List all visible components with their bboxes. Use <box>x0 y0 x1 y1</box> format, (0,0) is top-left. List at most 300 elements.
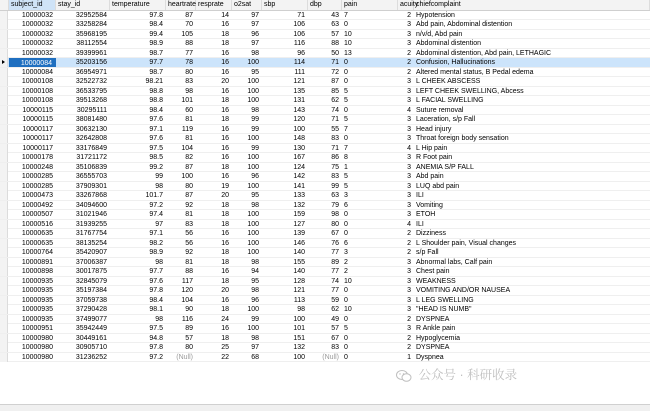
cell-dbp[interactable]: 71 <box>331 144 339 152</box>
cell-sbp[interactable]: 142 <box>293 173 305 180</box>
table-row[interactable] <box>0 220 650 230</box>
cell-heartrate[interactable]: 105 <box>181 30 193 38</box>
cell-dbp[interactable]: 85 <box>331 87 339 95</box>
cell-sbp[interactable]: 113 <box>293 296 305 304</box>
cell-temperature[interactable]: 99.4 <box>149 30 163 38</box>
cell-dbp[interactable]: 76 <box>331 239 339 247</box>
cell-resprate[interactable]: 18 <box>221 116 229 123</box>
cell-o2sat[interactable]: 96 <box>251 30 259 38</box>
cell-stay-id[interactable]: 35942449 <box>75 325 107 332</box>
cell-chiefcomplaint[interactable]: L CHEEK ABSCESS <box>416 78 481 85</box>
cell-sbp[interactable]: 140 <box>293 268 305 275</box>
cell-chiefcomplaint[interactable]: Abdominal distention, Abd pain, LETHAGIC <box>416 49 552 57</box>
cell-resprate[interactable]: 16 <box>221 135 229 142</box>
cell-heartrate[interactable]: 81 <box>185 258 193 266</box>
cell-o2sat[interactable]: 100 <box>247 230 259 237</box>
cell-subject-id[interactable]: 10000108 <box>21 87 53 95</box>
cell-o2sat[interactable]: 100 <box>247 163 259 171</box>
cell-dbp[interactable]: 49 <box>331 315 339 323</box>
table-row[interactable] <box>0 248 650 258</box>
column-header-temperature[interactable]: temperature <box>110 0 166 10</box>
table-row[interactable] <box>0 144 650 154</box>
cell-sbp[interactable]: 159 <box>293 211 305 218</box>
cell-temperature[interactable]: 98.9 <box>149 40 163 47</box>
cell-resprate[interactable]: 18 <box>221 30 229 38</box>
cell-acuity[interactable]: 3 <box>407 40 411 47</box>
cell-acuity[interactable]: 4 <box>407 144 411 152</box>
cell-sbp[interactable]: 100 <box>293 315 305 323</box>
cell-stay-id[interactable]: 35203156 <box>75 59 107 66</box>
cell-resprate[interactable]: 18 <box>221 220 229 228</box>
cell-dbp[interactable]: 63 <box>331 21 339 28</box>
cell-heartrate[interactable]: 78 <box>185 59 193 66</box>
cell-dbp[interactable]: 75 <box>331 163 339 171</box>
row-selector[interactable] <box>0 267 8 276</box>
cell-heartrate[interactable]: 117 <box>181 277 193 285</box>
cell-temperature[interactable]: 97.6 <box>149 116 163 123</box>
table-row[interactable] <box>0 191 650 201</box>
cell-pain[interactable]: 0 <box>344 344 348 351</box>
cell-sbp[interactable]: 143 <box>293 106 305 114</box>
cell-resprate[interactable]: 20 <box>221 192 229 199</box>
cell-acuity[interactable]: 3 <box>407 116 411 123</box>
cell-subject-id[interactable]: 10000935 <box>21 315 53 323</box>
column-header-subject-id[interactable]: subject_id <box>9 0 56 10</box>
table-row[interactable] <box>0 277 650 287</box>
table-row[interactable] <box>0 77 650 87</box>
row-selector[interactable] <box>0 334 8 343</box>
column-header-sbp[interactable]: sbp <box>262 0 308 10</box>
table-row[interactable] <box>0 296 650 306</box>
cell-stay-id[interactable]: 31939255 <box>75 220 107 228</box>
cell-heartrate[interactable]: 98 <box>185 87 193 95</box>
cell-stay-id[interactable]: 36555703 <box>75 173 107 180</box>
cell-pain[interactable]: 0 <box>344 135 348 142</box>
row-selector[interactable] <box>0 182 8 191</box>
cell-o2sat[interactable]: 98 <box>251 49 259 57</box>
table-row[interactable] <box>0 267 650 277</box>
cell-pain[interactable]: 6 <box>344 201 348 209</box>
cell-sbp[interactable]: 139 <box>293 230 305 237</box>
cell-dbp[interactable]: 67 <box>331 334 339 342</box>
cell-stay-id[interactable]: 38081480 <box>75 116 107 123</box>
row-selector[interactable] <box>0 58 8 67</box>
cell-dbp[interactable]: 57 <box>331 30 339 38</box>
cell-subject-id[interactable]: 10000935 <box>21 296 53 304</box>
cell-heartrate[interactable]: 83 <box>185 220 193 228</box>
cell-temperature[interactable]: 97.1 <box>149 125 163 133</box>
cell-subject-id[interactable]: 10000285 <box>21 173 53 180</box>
cell-heartrate[interactable]: 70 <box>185 21 193 28</box>
cell-temperature[interactable]: 97.2 <box>149 353 163 361</box>
cell-heartrate[interactable]: 81 <box>185 211 193 218</box>
cell-subject-id[interactable]: 10000635 <box>21 230 53 237</box>
cell-heartrate[interactable]: 60 <box>185 106 193 114</box>
cell-dbp[interactable]: 83 <box>331 344 339 351</box>
cell-pain[interactable]: 10 <box>344 277 352 285</box>
cell-subject-id[interactable]: 10000108 <box>21 78 53 85</box>
row-selector[interactable] <box>0 239 8 248</box>
cell-acuity[interactable]: 3 <box>407 21 411 28</box>
cell-stay-id[interactable]: 35197384 <box>75 287 107 294</box>
column-header-pain[interactable]: pain <box>342 0 398 10</box>
cell-subject-id[interactable]: 10000032 <box>21 40 53 47</box>
cell-chiefcomplaint[interactable]: R Ankle pain <box>416 325 456 332</box>
cell-subject-id[interactable]: 10000032 <box>21 49 53 57</box>
cell-subject-id[interactable]: 10000473 <box>21 192 53 199</box>
cell-resprate[interactable]: 24 <box>221 315 229 323</box>
cell-chiefcomplaint[interactable]: VOMITING AND/OR NAUSEA <box>416 287 511 294</box>
cell-temperature[interactable]: 97.7 <box>149 59 163 66</box>
row-selector[interactable] <box>0 125 8 134</box>
cell-sbp[interactable]: 151 <box>293 334 305 342</box>
cell-sbp[interactable]: 71 <box>297 11 305 19</box>
cell-acuity[interactable]: 2 <box>407 344 411 351</box>
cell-temperature[interactable]: 98 <box>155 258 163 266</box>
cell-heartrate[interactable]: 81 <box>185 116 193 123</box>
cell-chiefcomplaint[interactable]: LUQ abd pain <box>416 182 460 190</box>
cell-stay-id[interactable]: 30449161 <box>75 334 107 342</box>
cell-dbp[interactable]: 62 <box>331 306 339 313</box>
cell-acuity[interactable]: 2 <box>407 59 411 66</box>
cell-dbp[interactable]: 79 <box>331 201 339 209</box>
cell-temperature[interactable]: 98.4 <box>149 296 163 304</box>
cell-sbp[interactable]: 120 <box>293 116 305 123</box>
row-selector[interactable] <box>0 296 8 305</box>
row-selector[interactable] <box>0 229 8 238</box>
cell-stay-id[interactable]: 37290428 <box>75 306 107 313</box>
cell-resprate[interactable]: 18 <box>221 211 229 218</box>
row-selector[interactable] <box>0 39 8 48</box>
cell-chiefcomplaint[interactable]: Throat foreign body sensation <box>416 135 509 142</box>
cell-heartrate[interactable]: 77 <box>185 49 193 57</box>
cell-resprate[interactable]: 16 <box>221 68 229 76</box>
cell-sbp[interactable]: 132 <box>293 344 305 351</box>
cell-stay-id[interactable]: 36533795 <box>75 87 107 95</box>
cell-o2sat[interactable]: 97 <box>251 40 259 47</box>
cell-acuity[interactable]: 3 <box>407 78 411 85</box>
cell-acuity[interactable]: 3 <box>407 201 411 209</box>
cell-stay-id[interactable]: 31236252 <box>75 353 107 361</box>
cell-heartrate[interactable]: 119 <box>181 125 193 133</box>
cell-sbp[interactable]: 131 <box>293 97 305 104</box>
cell-chiefcomplaint[interactable]: WEAKNESS <box>416 277 456 285</box>
cell-pain[interactable]: 8 <box>344 154 348 161</box>
cell-resprate[interactable]: 16 <box>221 230 229 237</box>
cell-chiefcomplaint[interactable]: ETOH <box>416 211 436 218</box>
cell-resprate[interactable]: 16 <box>221 87 229 95</box>
cell-dbp[interactable]: 63 <box>331 192 339 199</box>
cell-pain[interactable]: 7 <box>344 11 348 19</box>
cell-o2sat[interactable]: 98 <box>251 258 259 266</box>
cell-acuity[interactable]: 3 <box>407 87 411 95</box>
cell-subject-id[interactable]: 10000117 <box>22 144 53 152</box>
cell-chiefcomplaint[interactable]: ANEMIA S/P FALL <box>416 163 474 171</box>
cell-acuity[interactable]: 3 <box>407 182 411 190</box>
cell-resprate[interactable]: 16 <box>221 173 229 180</box>
cell-pain[interactable]: 6 <box>344 239 348 247</box>
row-selector[interactable] <box>0 172 8 181</box>
cell-acuity[interactable]: 2 <box>407 249 411 256</box>
cell-sbp[interactable]: 101 <box>293 325 305 332</box>
cell-o2sat[interactable]: 100 <box>247 249 259 256</box>
cell-subject-id[interactable]: 10000285 <box>21 182 53 190</box>
cell-sbp[interactable]: 130 <box>293 144 305 152</box>
cell-o2sat[interactable]: 100 <box>247 239 259 247</box>
cell-temperature[interactable]: 97.7 <box>149 268 163 275</box>
cell-stay-id[interactable]: 37499077 <box>75 315 107 323</box>
cell-subject-id[interactable]: 10000980 <box>21 344 53 351</box>
column-header-dbp[interactable]: dbp <box>308 0 342 10</box>
cell-dbp[interactable]: 77 <box>331 287 339 294</box>
table-row[interactable] <box>0 68 650 78</box>
table-row[interactable] <box>0 106 650 116</box>
cell-temperature[interactable]: 97.8 <box>149 287 163 294</box>
table-row[interactable] <box>0 87 650 97</box>
table-row[interactable] <box>0 210 650 220</box>
cell-temperature[interactable]: 98.4 <box>149 21 163 28</box>
cell-acuity[interactable]: 4 <box>407 220 411 228</box>
cell-dbp[interactable]: 89 <box>331 258 339 266</box>
cell-chiefcomplaint[interactable]: ILI <box>416 192 424 199</box>
cell-o2sat[interactable]: 100 <box>247 59 259 66</box>
cell-chiefcomplaint[interactable]: Abd pain <box>416 173 444 180</box>
cell-chiefcomplaint[interactable]: Abdominal distention <box>416 40 481 47</box>
cell-temperature[interactable]: 98.5 <box>149 154 163 161</box>
cell-heartrate[interactable]: (Null) <box>176 353 193 361</box>
table-row[interactable] <box>0 96 650 106</box>
cell-stay-id[interactable]: 37006387 <box>75 258 107 266</box>
cell-acuity[interactable]: 3 <box>407 30 411 38</box>
cell-o2sat[interactable]: 100 <box>247 87 259 95</box>
table-row[interactable] <box>0 334 650 344</box>
cell-temperature[interactable]: 97.1 <box>149 230 163 237</box>
cell-heartrate[interactable]: 80 <box>185 182 193 190</box>
cell-o2sat[interactable]: 100 <box>247 135 259 142</box>
table-row[interactable] <box>0 163 650 173</box>
row-selector[interactable] <box>0 11 8 20</box>
table-row[interactable] <box>0 172 650 182</box>
cell-stay-id[interactable]: 37909301 <box>75 182 107 190</box>
cell-resprate[interactable]: 18 <box>221 258 229 266</box>
table-row[interactable] <box>0 11 650 21</box>
cell-stay-id[interactable]: 37059738 <box>75 296 107 304</box>
cell-sbp[interactable]: 121 <box>293 78 305 85</box>
table-row[interactable] <box>0 49 650 59</box>
table-row[interactable] <box>0 39 650 49</box>
cell-o2sat[interactable]: 98 <box>251 201 259 209</box>
cell-dbp[interactable]: 62 <box>331 97 339 104</box>
cell-pain[interactable]: 7 <box>344 125 348 133</box>
table-row[interactable] <box>0 182 650 192</box>
cell-sbp[interactable]: 148 <box>293 135 305 142</box>
cell-temperature[interactable]: 101.7 <box>145 192 163 199</box>
cell-resprate[interactable]: 18 <box>221 97 229 104</box>
row-selector[interactable] <box>0 49 8 58</box>
cell-heartrate[interactable]: 88 <box>185 40 193 47</box>
cell-stay-id[interactable]: 31721172 <box>76 154 107 161</box>
cell-heartrate[interactable]: 104 <box>181 144 193 152</box>
cell-stay-id[interactable]: 39399961 <box>75 49 107 57</box>
cell-subject-id[interactable]: 10000935 <box>21 306 53 313</box>
cell-heartrate[interactable]: 120 <box>181 287 193 294</box>
cell-dbp[interactable]: 77 <box>331 249 339 256</box>
cell-dbp[interactable]: 86 <box>331 154 339 161</box>
cell-o2sat[interactable]: 100 <box>247 325 259 332</box>
cell-subject-id[interactable]: 10000117 <box>22 135 53 142</box>
row-selector[interactable] <box>0 68 8 77</box>
cell-o2sat[interactable]: 95 <box>251 68 259 76</box>
cell-subject-id[interactable]: 10000764 <box>21 249 53 256</box>
cell-sbp[interactable]: 133 <box>293 192 305 199</box>
cell-o2sat[interactable]: 99 <box>251 125 259 133</box>
cell-sbp[interactable]: 124 <box>293 163 305 171</box>
cell-chiefcomplaint[interactable]: Altered mental status, B Pedal edema <box>416 68 534 76</box>
cell-chiefcomplaint[interactable]: n/v/d, Abd pain <box>416 30 463 38</box>
cell-chiefcomplaint[interactable]: DYSPNEA <box>416 315 450 323</box>
cell-temperature[interactable]: 98.1 <box>149 306 163 313</box>
cell-subject-id[interactable]: 10000898 <box>21 268 53 275</box>
column-header-chiefcomplaint[interactable]: chiefcomplaint <box>414 0 650 10</box>
row-selector[interactable] <box>0 20 8 29</box>
cell-stay-id[interactable]: 33267868 <box>75 192 107 199</box>
cell-sbp[interactable]: 121 <box>293 287 305 294</box>
cell-sbp[interactable]: 155 <box>293 258 305 266</box>
cell-pain[interactable]: 5 <box>344 87 348 95</box>
cell-resprate[interactable]: 16 <box>221 325 229 332</box>
cell-stay-id[interactable]: 30017875 <box>75 268 107 275</box>
cell-o2sat[interactable]: 68 <box>251 353 259 361</box>
cell-stay-id[interactable]: 34094600 <box>75 201 107 209</box>
cell-subject-id[interactable]: 10000108 <box>21 97 53 104</box>
table-row[interactable] <box>0 201 650 211</box>
cell-acuity[interactable]: 2 <box>407 334 411 342</box>
cell-sbp[interactable]: 135 <box>293 87 305 95</box>
cell-chiefcomplaint[interactable]: Vomiting <box>416 201 443 209</box>
cell-sbp[interactable]: 98 <box>297 306 305 313</box>
cell-o2sat[interactable]: 97 <box>251 11 259 19</box>
cell-heartrate[interactable]: 80 <box>185 344 193 351</box>
cell-chiefcomplaint[interactable]: ILI <box>416 220 424 228</box>
cell-o2sat[interactable]: 95 <box>251 192 259 199</box>
cell-stay-id[interactable]: 32522732 <box>75 78 107 85</box>
cell-resprate[interactable]: 18 <box>221 306 229 313</box>
cell-sbp[interactable]: 146 <box>293 239 305 247</box>
cell-chiefcomplaint[interactable]: L FACIAL SWELLING <box>416 97 484 104</box>
cell-chiefcomplaint[interactable]: R Foot pain <box>416 154 453 161</box>
cell-pain[interactable]: 13 <box>344 49 352 57</box>
cell-pain[interactable]: 1 <box>344 163 348 171</box>
row-selector[interactable] <box>0 163 8 172</box>
cell-temperature[interactable]: 98 <box>155 315 163 323</box>
cell-dbp[interactable]: 80 <box>331 220 339 228</box>
row-selector[interactable] <box>0 353 8 362</box>
cell-chiefcomplaint[interactable]: LEFT CHEEK SWELLING, Abcess <box>416 87 524 95</box>
cell-acuity[interactable]: 3 <box>407 125 411 133</box>
cell-dbp[interactable]: 87 <box>331 78 339 85</box>
cell-sbp[interactable]: 167 <box>293 154 305 161</box>
cell-subject-id[interactable]: 10000084 <box>9 58 56 67</box>
cell-pain[interactable]: 3 <box>344 249 348 256</box>
cell-resprate[interactable]: 18 <box>221 334 229 342</box>
cell-temperature[interactable]: 98 <box>155 182 163 190</box>
cell-acuity[interactable]: 3 <box>407 97 411 104</box>
row-selector[interactable] <box>0 191 8 200</box>
cell-pain[interactable]: 0 <box>344 68 348 76</box>
cell-chiefcomplaint[interactable]: Dyspnea <box>416 353 444 361</box>
cell-resprate[interactable]: 16 <box>221 21 229 28</box>
cell-subject-id[interactable]: 10000635 <box>21 239 53 247</box>
cell-sbp[interactable]: 106 <box>293 21 305 28</box>
cell-heartrate[interactable]: 81 <box>185 135 193 142</box>
cell-resprate[interactable]: 16 <box>221 268 229 275</box>
table-row[interactable] <box>0 258 650 268</box>
row-selector[interactable] <box>0 248 8 257</box>
cell-stay-id[interactable]: 32845079 <box>75 277 107 285</box>
cell-pain[interactable]: 0 <box>344 220 348 228</box>
cell-dbp[interactable]: 88 <box>331 40 339 47</box>
row-selector[interactable] <box>0 144 8 153</box>
cell-heartrate[interactable]: 104 <box>181 296 193 304</box>
cell-pain[interactable]: 0 <box>344 287 348 294</box>
cell-o2sat[interactable]: 98 <box>251 106 259 114</box>
cell-resprate[interactable]: 16 <box>221 296 229 304</box>
cell-chiefcomplaint[interactable]: Laceration, s/p Fall <box>416 116 476 123</box>
cell-acuity[interactable]: 3 <box>407 306 411 313</box>
cell-subject-id[interactable]: 10000935 <box>21 287 53 294</box>
cell-subject-id[interactable]: 10000084 <box>21 68 53 76</box>
column-header-acuity[interactable]: acuity <box>400 1 419 8</box>
cell-temperature[interactable]: 97.6 <box>149 277 163 285</box>
row-selector[interactable] <box>0 30 8 39</box>
cell-dbp[interactable]: 67 <box>331 230 339 237</box>
cell-pain[interactable]: 10 <box>344 306 352 313</box>
cell-resprate[interactable]: 20 <box>221 287 229 294</box>
cell-o2sat[interactable]: 97 <box>251 21 259 28</box>
cell-dbp[interactable]: (Null) <box>322 353 339 361</box>
cell-sbp[interactable]: 116 <box>293 40 305 47</box>
cell-resprate[interactable]: 16 <box>221 49 229 57</box>
table-row[interactable] <box>0 58 650 68</box>
cell-heartrate[interactable]: 101 <box>181 97 193 104</box>
cell-pain[interactable]: 0 <box>344 59 348 66</box>
cell-pain[interactable]: 5 <box>344 97 348 104</box>
cell-o2sat[interactable]: 100 <box>247 154 259 161</box>
table-row[interactable] <box>0 286 650 296</box>
cell-pain[interactable]: 0 <box>344 334 348 342</box>
cell-sbp[interactable]: 128 <box>293 277 305 285</box>
cell-heartrate[interactable]: 80 <box>185 68 193 76</box>
cell-subject-id[interactable]: 10000117 <box>22 125 53 133</box>
cell-temperature[interactable]: 98.7 <box>149 68 163 76</box>
column-header-resprate[interactable]: resprate <box>196 0 232 10</box>
cell-o2sat[interactable]: 99 <box>251 315 259 323</box>
cell-subject-id[interactable]: 10000115 <box>22 116 53 123</box>
cell-heartrate[interactable]: 92 <box>185 201 193 209</box>
cell-temperature[interactable]: 98.9 <box>149 249 163 256</box>
cell-resprate[interactable]: 18 <box>221 249 229 256</box>
cell-o2sat[interactable]: 100 <box>247 182 259 190</box>
cell-resprate[interactable]: 18 <box>221 201 229 209</box>
row-selector[interactable] <box>0 96 8 105</box>
cell-subject-id[interactable]: 10000178 <box>21 154 53 161</box>
cell-acuity[interactable]: 3 <box>407 287 411 294</box>
row-selector[interactable] <box>0 87 8 96</box>
column-header-o2sat[interactable]: o2sat <box>232 0 262 10</box>
column-header-stay-id[interactable]: stay_id <box>56 0 110 10</box>
cell-heartrate[interactable]: 90 <box>185 306 193 313</box>
cell-sbp[interactable]: 141 <box>293 182 305 190</box>
